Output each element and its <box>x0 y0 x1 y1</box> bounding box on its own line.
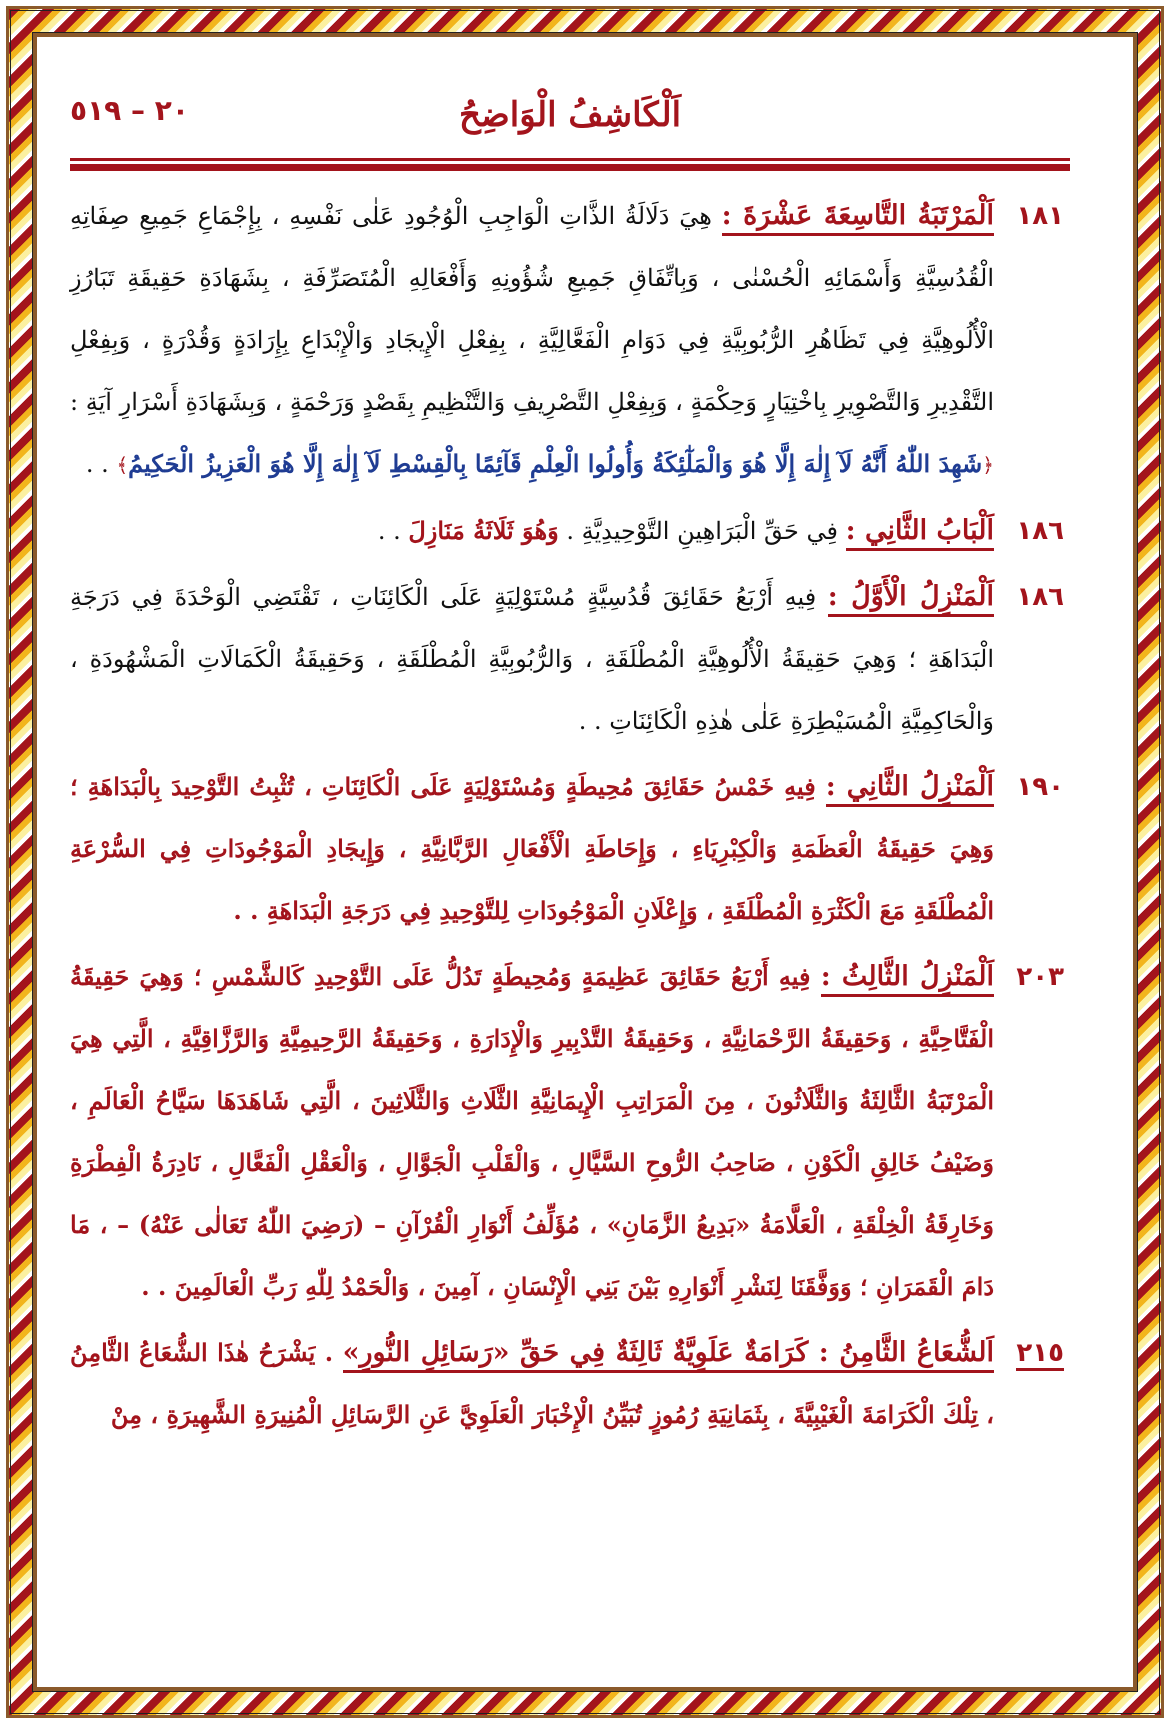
entry-text <box>70 566 994 752</box>
entry-heading[interactable]: اَلْمَرْتَبَةُ التَّاسِعَةَ عَشْرَةَ : <box>722 200 994 236</box>
entry-tail: . . <box>85 450 117 478</box>
page-header <box>70 80 1070 150</box>
entry-text <box>70 1322 994 1446</box>
index-entry[interactable] <box>70 1322 1070 1446</box>
entry-page-number[interactable]: ١٨٦ <box>1016 582 1064 612</box>
entry-body: هِيَ دَلَالَةُ الذَّاتِ الْوَاجِبِ الْوُجُودِ عَلٰى نَفْسِهِ ، بِإِجْمَاعِ جَمِيعِ صِفَاتِهِ الْقُدُسِيَّةِ وَأَسْمَائِهِ الْحُسْنٰى ، وَبِاتِّفَاقِ جَمِيعِ شُؤُونِهِ وَأَفْعَالِهِ الْمُتَصَرِّفَةِ ، بِشَهَادَةِ حَقِيقَةِ تَبَارُزِ الْأُلُوهِيَّةِ فِي تَظَاهُرِ الرُّبُوبِيَّةِ فِي دَوَامِ الْفَعَّالِيَّةِ ، بِفِعْلِ الْإِيجَادِ وَالْإِبْدَاعِ بِإِرَادَةٍ وَقُدْرَةٍ ، وَبِفِعْلِ التَّقْدِيرِ وَالتَّصْوِيرِ بِاخْتِيَارٍ وَحِكْمَةٍ ، وَبِفِعْلِ التَّصْرِيفِ وَالتَّنْظِيمِ بِقَصْدٍ وَرَحْمَةٍ ، وَبِشَهَادَةِ أَسْرَارِ آيَةِ : <box>70 202 994 416</box>
entry-text <box>70 500 994 562</box>
entry-heading[interactable]: اَلْمَنْزِلُ الثَّانِي : <box>826 771 994 807</box>
entry-text <box>70 185 994 496</box>
entry-body: . يَشْرَحُ هٰذَا الشُّعَاعُ الثَّامِنُ ، تِلْكَ الْكَرَامَةَ الْغَيْبِيَّةَ ، بِثَمَانِيَةِ رُمُوزٍ تُبَيِّنُ الْإِخْبَارَ الْعَلَوِيَّ عَنِ الرَّسَائِلِ الْمُنِيرَةِ الشَّهِيرَةِ ، مِنْ <box>70 1338 994 1429</box>
entry-body: فِي حَقِّ الْبَرَاهِينِ التَّوْحِيدِيَّةِ . <box>558 517 846 545</box>
running-title: اَلْكَاشِفُ الْوَاضِحُ <box>458 95 682 135</box>
page <box>70 80 1070 1450</box>
quran-verse: شَهِدَ اللّٰهُ أَنَّهُ لَآ إِلٰهَ إِلَّا هُوَ وَالْمَلٰٓئِكَةُ وَأُولُوا الْعِلْمِ قَآئِمًا بِالْقِسْطِ لَآ إِلٰهَ إِلَّا هُوَ الْعَزِيزُ الْحَكِيمُ <box>128 449 983 478</box>
entry-tail: . . <box>377 517 409 545</box>
entry-page-number[interactable]: ٢١٥ <box>994 1322 1070 1384</box>
page-number: ٢٠ – ٥١٩ <box>70 94 189 127</box>
entry-body: فِيهِ أَرْبَعُ حَقَائِقَ عَظِيمَةٍ وَمُحِيطَةٍ تَدُلُّ عَلَى التَّوْحِيدِ كَالشَّمْسِ ؛ وَهِيَ حَقِيقَةُ الْفَتَّاحِيَّةِ ، وَحَقِيقَةُ الرَّحْمَانِيَّةِ ، وَحَقِيقَةُ التَّدْبِيرِ وَالْإِدَارَةِ ، وَحَقِيقَةُ الرَّحِيمِيَّةِ وَالرَّزَّاقِيَّةِ ، الَّتِي هِيَ الْمَرْتَبَةُ الثَّالِثَةُ وَالثَّلَاثُونَ ، مِنَ الْمَرَاتِبِ الْإِيمَانِيَّةِ الثَّلَاثِ وَالثَّلَاثِينَ ، الَّتِي شَاهَدَهَا سَيَّاحُ الْعَالَمِ ، وَضَيْفُ خَالِقِ الْكَوْنِ ، صَاحِبُ الرُّوحِ السَّيَّالِ ، وَالْقَلْبِ الْجَوَّالِ ، وَالْعَقْلِ الْفَعَّالِ ، نَادِرَةُ الْفِطْرَةِ وَخَارِقَةُ الْخِلْقَةِ ، الْعَلَّامَةُ «بَدِيعُ الزَّمَانِ» ، مُؤَلِّفُ أَنْوَارِ الْقُرْآنِ – (رَضِيَ اللّٰهُ تَعَالٰى عَنْهُ) – ، مَا دَامَ الْقَمَرَانِ ؛ وَوَفَّقَنَا لِنَشْرِ أَنْوَارِهِ بَيْنَ بَنِي الْإِنْسَانِ ، آمِينَ ، وَالْحَمْدُ لِلّٰهِ رَبِّ الْعَالَمِينَ . . <box>70 962 994 1301</box>
entry-body: فِيهِ خَمْسُ حَقَائِقَ مُحِيطَةٍ وَمُسْتَوْلِيَةٍ عَلَى الْكَائِنَاتِ ، تُثْبِتُ التَّوْحِيدَ بِالْبَدَاهَةِ ؛ وَهِيَ حَقِيقَةُ الْعَظَمَةِ وَالْكِبْرِيَاءِ ، وَإِحَاطَةِ الْأَفْعَالِ الرَّبَّانِيَّةِ ، وَإِيجَادِ الْمَوْجُودَاتِ فِي السُّرْعَةِ الْمُطْلَقَةِ مَعَ الْكَثْرَةِ الْمُطْلَقَةِ ، وَإِعْلَانِ الْمَوْجُودَاتِ لِلتَّوْحِيدِ فِي دَرَجَةِ الْبَدَاهَةِ . . <box>70 772 994 925</box>
index-entry[interactable] <box>70 500 1070 562</box>
index-entries <box>70 185 1070 1446</box>
entry-body: فِيهِ أَرْبَعُ حَقَائِقَ قُدُسِيَّةٍ مُسْتَوْلِيَةٍ عَلَى الْكَائِنَاتِ ، تَقْتَضِي الْوَحْدَةَ فِي دَرَجَةِ الْبَدَاهَةِ ؛ وَهِيَ حَقِيقَةُ الْأُلُوهِيَّةِ الْمُطْلَقَةِ ، وَالرُّبُوبِيَّةِ الْمُطْلَقَةِ ، وَحَقِيقَةُ الْكَمَالَاتِ الْمَشْهُودَةِ ، وَالْحَاكِمِيَّةِ الْمُسَيْطِرَةِ عَلٰى هٰذِهِ الْكَائِنَاتِ . . <box>70 583 994 735</box>
entry-page-number[interactable]: ٢٠٣ <box>1016 962 1064 992</box>
header-rule-thick <box>70 164 1070 171</box>
verse-open-ornament-icon: ﴿ <box>982 453 994 477</box>
entry-heading[interactable]: اَلْمَنْزِلُ الثَّالِثُ : <box>821 961 994 997</box>
entry-heading[interactable]: اَلشُّعَاعُ الثَّامِنُ : كَرَامَةٌ عَلَوِيَّةٌ ثَالِثَةٌ فِي حَقِّ «رَسَائِلِ النُّورِ» <box>343 1337 994 1373</box>
index-entry[interactable] <box>70 185 1070 496</box>
entry-page-number[interactable]: ١٨١ <box>1016 201 1064 231</box>
entry-heading[interactable]: اَلْبَابُ الثَّانِي : <box>846 515 994 551</box>
entry-heading[interactable]: اَلْمَنْزِلُ الْأَوَّلُ : <box>828 581 994 617</box>
index-entry[interactable] <box>70 946 1070 1318</box>
entry-page-number[interactable]: ١٨٦ <box>1016 516 1064 546</box>
index-entry[interactable] <box>70 566 1070 752</box>
entry-text <box>70 756 994 942</box>
header-rule-thin <box>70 158 1070 161</box>
verse-close-ornament-icon: ﴾ <box>116 453 129 477</box>
entry-text <box>70 946 994 1318</box>
entry-red-note: وَهُوَ ثَلَاثَةُ مَنَازِلَ <box>408 516 559 545</box>
index-entry[interactable] <box>70 756 1070 942</box>
entry-page-number[interactable]: ١٩٠ <box>1016 772 1064 802</box>
